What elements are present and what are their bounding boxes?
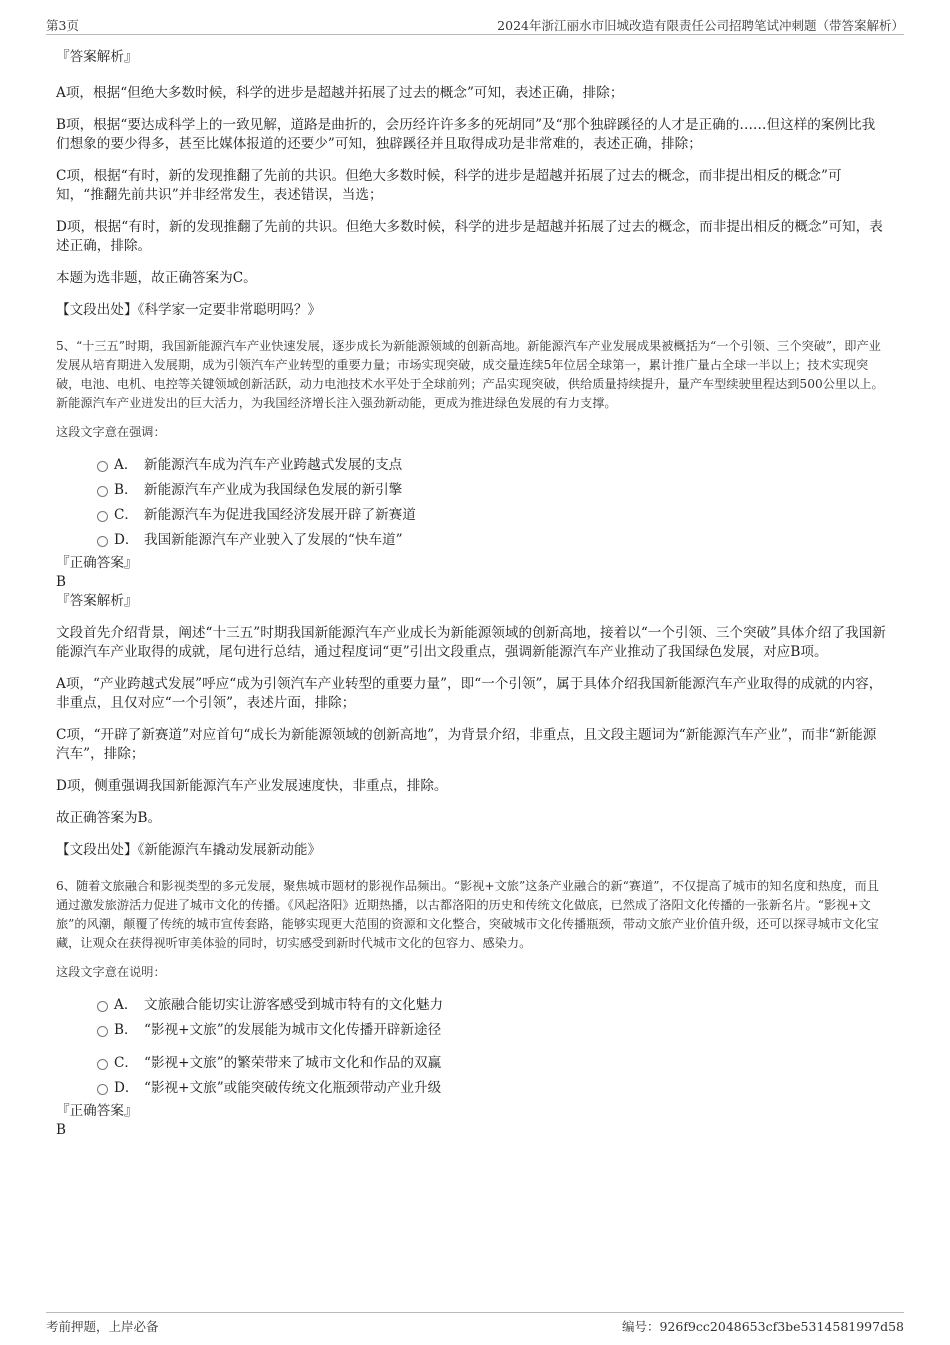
radio-icon[interactable] xyxy=(97,1001,108,1012)
q5-answer: B xyxy=(56,574,66,590)
radio-icon[interactable] xyxy=(97,511,108,522)
q5-analysis-para-a: A项，“产业跨越式发展”呼应“成为引领汽车产业转型的重要力量”，即“一个引领”，属于具体介绍我国新能源汽车产业取得的成就的内容，非重点，且仅对应“一个引领”，表述片面，排除； xyxy=(56,676,883,711)
q6-option-c[interactable]: C． “影视+文旅”的繁荣带来了城市文化和作品的双赢 xyxy=(56,1054,886,1073)
radio-icon[interactable] xyxy=(97,1026,108,1037)
footer-slogan: 考前押题，上岸必备 xyxy=(46,1319,159,1334)
q5-options xyxy=(56,456,886,550)
q5-option-b[interactable]: B． 新能源汽车产业成为我国绿色发展的新引擎 xyxy=(56,481,886,500)
q5-option-a[interactable]: A． 新能源汽车成为汽车产业跨越式发展的支点 xyxy=(56,456,886,475)
q5-analysis-para-d: D项，侧重强调我国新能源汽车产业发展速度快，非重点，排除。 xyxy=(56,778,448,794)
q6-option-d[interactable]: D． “影视+文旅”或能突破传统文化瓶颈带动产业升级 xyxy=(56,1079,886,1098)
page-footer xyxy=(46,1312,904,1337)
q5-analysis-para-c: C项，“开辟了新赛道”对应首句“成长为新能源领域的创新高地”，为背景介绍，非重点，且文段主题词为“新能源汽车产业”，而非“新能源汽车”，排除； xyxy=(56,727,877,762)
q4-analysis-para-a: A项，根据“但绝大多数时候，科学的进步是超越并拓展了过去的概念”可知，表述正确，排除； xyxy=(56,85,624,101)
q6-stem: 6、随着文旅融合和影视类型的多元发展，聚焦城市题材的影视作品频出。“影视+文旅”这条产业融合的新“赛道”，不仅提高了城市的知名度和热度，而且通过激发旅游活力促进了城市文化的传播。《风起洛阳》近期热播，以古都洛阳的历史和传统文化做底，已然成了洛阳文化传播的一张新名片。“影视+文旅”的风潮，颠覆了传统的城市宣传套路，能够实现更大范围的资源和文化整合，突破城市文化传播瓶颈，带动文旅产业价值升级，还可以探寻城市文化宝藏，让观众在获得视听审美体验的同时，切实感受到新时代城市文化的包容力、感染力。 xyxy=(56,879,879,950)
q5-option-d[interactable]: D． 我国新能源汽车产业驶入了发展的“快车道” xyxy=(56,531,886,550)
document-id: 编号：926f9cc2048653cf3be5314581997d58 xyxy=(621,1319,904,1334)
q4-analysis-conclusion: 本题为选非题，故正确答案为C。 xyxy=(56,270,257,286)
q5-stem: 5、“十三五”时期，我国新能源汽车产业快速发展，逐步成长为新能源领域的创新高地。新能源汽车产业发展成果被概括为“一个引领、三个突破”，即产业发展从培育期进入发展期，成为引领汽车产业转型的重要力量；市场实现突破，成交量连续5年位居全球第一，累计推广量占全球一半以上；技术实现突破，电池、电机、电控等关键领域创新活跃，动力电池技术水平处于全球前列；产品实现突破，供给质量持续提升，量产车型续驶里程达到500公里以上。新能源汽车产业迸发出的巨大活力，为我国经济增长注入强劲新动能，更成为推进绿色发展的有力支撑。 xyxy=(56,339,884,410)
q6-answer: B xyxy=(56,1122,66,1138)
document-title: 2024年浙江丽水市旧城改造有限责任公司招聘笔试冲刺题（带答案解析） xyxy=(497,18,904,33)
q5-analysis-conclusion: 故正确答案为B。 xyxy=(56,810,162,826)
q4-analysis-para-c: C项，根据“有时，新的发现推翻了先前的共识。但绝大多数时候，科学的进步是超越并拓展了过去的概念，而非提出相反的概念”可知，“推翻先前共识”并非经常发生，表述错误，当选； xyxy=(56,168,842,203)
q4-analysis-para-b: B项，根据“要达成科学上的一致见解，道路是曲折的，会历经许许多多的死胡同”及“那个独辟蹊径的人才是正确的……但这样的案例比我们想象的要少得多，甚至比媒体报道的还要少”可知，独辟蹊径并且取得成功是非常难的，表述正确，排除； xyxy=(56,117,876,152)
q6-option-b[interactable]: B． “影视+文旅”的发展能为城市文化传播开辟新途径 xyxy=(56,1021,886,1040)
q6-prompt: 这段文字意在说明： xyxy=(56,965,166,979)
page-header xyxy=(46,14,904,35)
q5-answer-label: 『正确答案』 xyxy=(56,555,138,571)
page-number: 第3页 xyxy=(46,18,79,33)
q5-analysis-intro: 文段首先介绍背景，阐述“十三五”时期我国新能源汽车产业成长为新能源领域的创新高地，接着以“一个引领、三个突破”具体介绍了我国新能源汽车产业取得的成就，尾句进行总结，通过程度词“更”引出文段重点，强调新能源汽车产业推动了我国绿色发展，对应B项。 xyxy=(56,625,886,660)
radio-icon[interactable] xyxy=(97,536,108,547)
q6-options xyxy=(56,996,886,1098)
q5-analysis-label: 『答案解析』 xyxy=(56,593,138,609)
radio-icon[interactable] xyxy=(97,1059,108,1070)
q4-analysis-label: 『答案解析』 xyxy=(56,49,138,65)
q5-option-c[interactable]: C． 新能源汽车为促进我国经济发展开辟了新赛道 xyxy=(56,506,886,525)
q6-answer-label: 『正确答案』 xyxy=(56,1103,138,1119)
radio-icon[interactable] xyxy=(97,486,108,497)
q4-source: 【文段出处】《科学家一定要非常聪明吗？》 xyxy=(56,302,322,318)
q4-analysis-para-d: D项，根据“有时，新的发现推翻了先前的共识。但绝大多数时候，科学的进步是超越并拓展了过去的概念，而非提出相反的概念”可知，表述正确，排除。 xyxy=(56,219,883,254)
radio-icon[interactable] xyxy=(97,461,108,472)
q5-source: 【文段出处】《新能源汽车撬动发展新动能》 xyxy=(56,842,322,858)
radio-icon[interactable] xyxy=(97,1084,108,1095)
q6-option-a[interactable]: A． 文旅融合能切实让游客感受到城市特有的文化魅力 xyxy=(56,996,886,1015)
q5-prompt: 这段文字意在强调： xyxy=(56,425,166,439)
document-body xyxy=(56,44,886,1140)
